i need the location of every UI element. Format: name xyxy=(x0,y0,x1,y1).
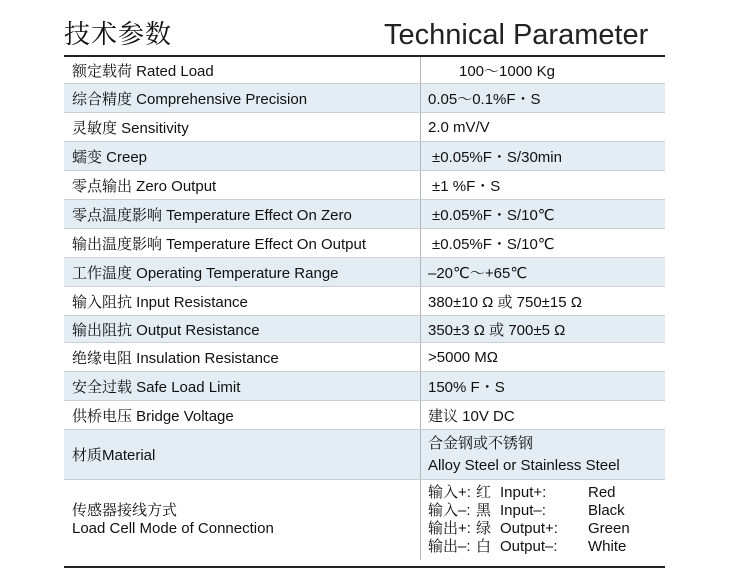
table-row-connection xyxy=(64,480,665,561)
wire-en-term: Output–: xyxy=(500,538,558,555)
parameter-value: –20℃～+65℃ xyxy=(421,258,666,287)
wire-en-color: Black xyxy=(588,502,625,519)
parameter-label: 蠕变 Creep xyxy=(64,142,421,171)
material-value-en: Alloy Steel or Stainless Steel xyxy=(428,456,620,474)
connection-label-en: Load Cell Mode of Connection xyxy=(72,520,274,537)
table-row xyxy=(64,401,665,430)
wire-cn-color: 绿 xyxy=(476,520,492,537)
parameter-value: >5000 MΩ xyxy=(421,343,666,372)
parameter-value: 350±3 Ω 或 700±5 Ω xyxy=(421,316,666,343)
table-row xyxy=(64,258,665,287)
parameter-table xyxy=(64,57,665,560)
parameter-value: ±0.05%F・S/10℃ xyxy=(421,229,666,258)
bottom-rule xyxy=(64,566,665,568)
table-row-material xyxy=(64,430,665,480)
parameter-value: ±1 %F・S xyxy=(421,171,666,200)
wire-en-color: Red xyxy=(588,484,616,501)
parameter-label: 输出温度影响 Temperature Effect On Output xyxy=(64,229,421,258)
wire-en-color: White xyxy=(588,538,627,555)
wire-en-term: Output+: xyxy=(500,520,558,537)
material-value-cn: 合金钢或不锈钢 xyxy=(428,434,534,452)
table-row xyxy=(64,372,665,401)
parameter-label: 零点输出 Zero Output xyxy=(64,171,421,200)
parameter-value: 建议 10V DC xyxy=(421,401,666,430)
wire-cn-color: 红 xyxy=(476,484,492,501)
parameter-value: ±0.05%F・S/30min xyxy=(421,142,666,171)
table-row xyxy=(64,142,665,171)
material-label: 材质Material xyxy=(64,430,421,480)
parameter-label: 输出阻抗 Output Resistance xyxy=(64,316,421,343)
table-row xyxy=(64,343,665,372)
wire-en-term: Input+: xyxy=(500,484,547,501)
wire-cn-color: 黑 xyxy=(476,502,492,519)
parameter-value: 0.05～0.1%F・S xyxy=(421,84,666,113)
parameter-label: 综合精度 Comprehensive Precision xyxy=(64,84,421,113)
parameter-label: 灵敏度 Sensitivity xyxy=(64,113,421,142)
wire-cn-term: 输出–: xyxy=(428,538,471,555)
wire-cn-term: 输出+: xyxy=(428,520,471,537)
material-value xyxy=(421,430,666,480)
wire-cn-term: 输入–: xyxy=(428,502,471,519)
parameter-value: 150% F・S xyxy=(421,372,666,401)
parameter-value: 2.0 mV/V xyxy=(421,113,666,142)
table-row xyxy=(64,171,665,200)
table-row xyxy=(64,229,665,258)
parameter-label: 供桥电压 Bridge Voltage xyxy=(64,401,421,430)
table-row xyxy=(64,316,665,343)
title-chinese: 技术参数 xyxy=(64,20,173,50)
wire-en-term: Input–: xyxy=(500,502,546,519)
table-row xyxy=(64,200,665,229)
table-row xyxy=(64,287,665,316)
connection-label-cn: 传感器接线方式 xyxy=(72,502,178,519)
parameter-value: ±0.05%F・S/10℃ xyxy=(421,200,666,229)
connection-wiring xyxy=(421,480,666,561)
wire-en-color: Green xyxy=(588,520,630,537)
table-row xyxy=(64,113,665,142)
wire-cn-color: 白 xyxy=(476,538,492,555)
parameter-label: 额定载荷 Rated Load xyxy=(64,57,421,84)
table-row xyxy=(64,84,665,113)
title-english: Technical Parameter xyxy=(384,19,649,51)
parameter-label: 零点温度影响 Temperature Effect On Zero xyxy=(64,200,421,229)
parameter-value: 100～1000 Kg xyxy=(421,57,666,84)
parameter-label: 绝缘电阻 Insulation Resistance xyxy=(64,343,421,372)
parameter-label: 安全过载 Safe Load Limit xyxy=(64,372,421,401)
parameter-label: 输入阻抗 Input Resistance xyxy=(64,287,421,316)
wire-cn-term: 输入+: xyxy=(428,484,471,501)
parameter-value: 380±10 Ω 或 750±15 Ω xyxy=(421,287,666,316)
table-row xyxy=(64,57,665,84)
connection-label xyxy=(64,480,421,561)
parameter-label: 工作温度 Operating Temperature Range xyxy=(64,258,421,287)
